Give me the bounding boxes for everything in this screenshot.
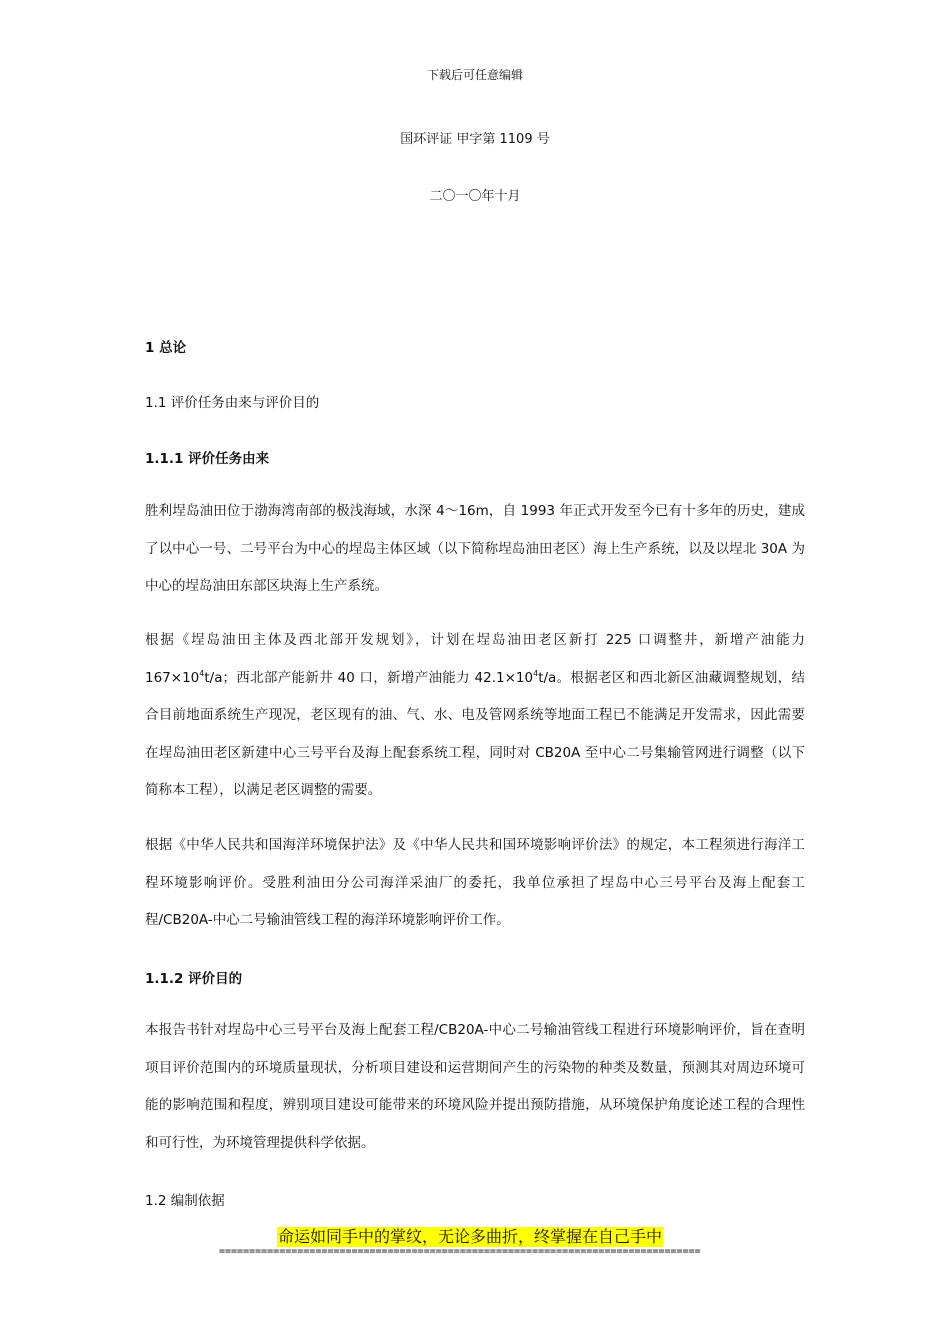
paragraph-purpose: 本报告书针对埕岛中心三号平台及海上配套工程/CB20A-中心二号输油管线工程进行环境影响评价，旨在查明项目评价范围内的环境质量现状，分析项目建设和运营期间产生的污染物的种类及数量，预测其对周边环境可能的影响范围和程度，辨别项目建设可能带来的环境风险并提出预防措施，从环境保护角度论述工程的合理性和可行性，为环境管理提供科学依据。 — [145, 1022, 805, 1151]
highlighted-motto: 命运如同手中的掌纹，无论多曲折，终掌握在自己手中 — [278, 1227, 663, 1246]
certificate-number: 国环评证 甲字第 1109 号 — [400, 132, 550, 147]
download-note: 下载后可任意编辑 — [426, 68, 523, 82]
plan-superscript-1: 4 — [199, 668, 205, 678]
section-heading-1-1: 1.1 评价任务由来与评价目的 — [145, 395, 320, 411]
section-heading-1: 1 总论 — [145, 340, 187, 356]
plan-text-c: t/a。根据老区和西北新区油藏调整规划，结合目前地面系统生产现况，老区现有的油、气、水、电及管网系统等地面工程已不能满足开发需求，因此需要在埕岛油田老区新建中心三号平台及海上配套系统工程，同时对 CB20A 至中心二号集输管网进行调整（以下简称本工程），以满足老区调整的需要。 — [145, 669, 805, 798]
paragraph-plan — [145, 622, 805, 810]
paragraph-legal-basis: 根据《中华人民共和国海洋环境保护法》及《中华人民共和国环境影响评价法》的规定，本工程须进行海洋工程环境影响评价。受胜利油田分公司海洋采油厂的委托，我单位承担了埕岛中心三号平台及海上配套工程/CB20A-中心二号输油管线工程的海洋环境影响评价工作。 — [145, 837, 805, 928]
plan-text-b: t/a；西北部产能新井 40 口，新增产油能力 42.1×10 — [204, 669, 534, 686]
section-heading-1-1-1: 1.1.1 评价任务由来 — [145, 451, 270, 467]
plan-text-a: 根据《埕岛油田主体及西北部开发规划》，计划在埕岛油田老区新打 225 口调整井，新增产油能力 167×10 — [145, 632, 805, 686]
section-heading-1-1-2: 1.1.2 评价目的 — [145, 971, 243, 987]
section-heading-1-2: 1.2 编制依据 — [145, 1193, 225, 1209]
paragraph-origin: 胜利埕岛油田位于渤海湾南部的极浅海域，水深 4～16m，自 1993 年正式开发至今已有十多年的历史，建成了以中心一号、二号平台为中心的埕岛主体区域（以下简称埕岛油田老区）海上生产系统，以及以埕北 30A 为中心的埕岛油田东部区块海上生产系统。 — [145, 503, 805, 594]
plan-superscript-2: 4 — [533, 668, 539, 678]
report-date: 二〇一〇年十月 — [429, 189, 521, 204]
separator-rule: ================================================================================ — [219, 1246, 701, 1257]
